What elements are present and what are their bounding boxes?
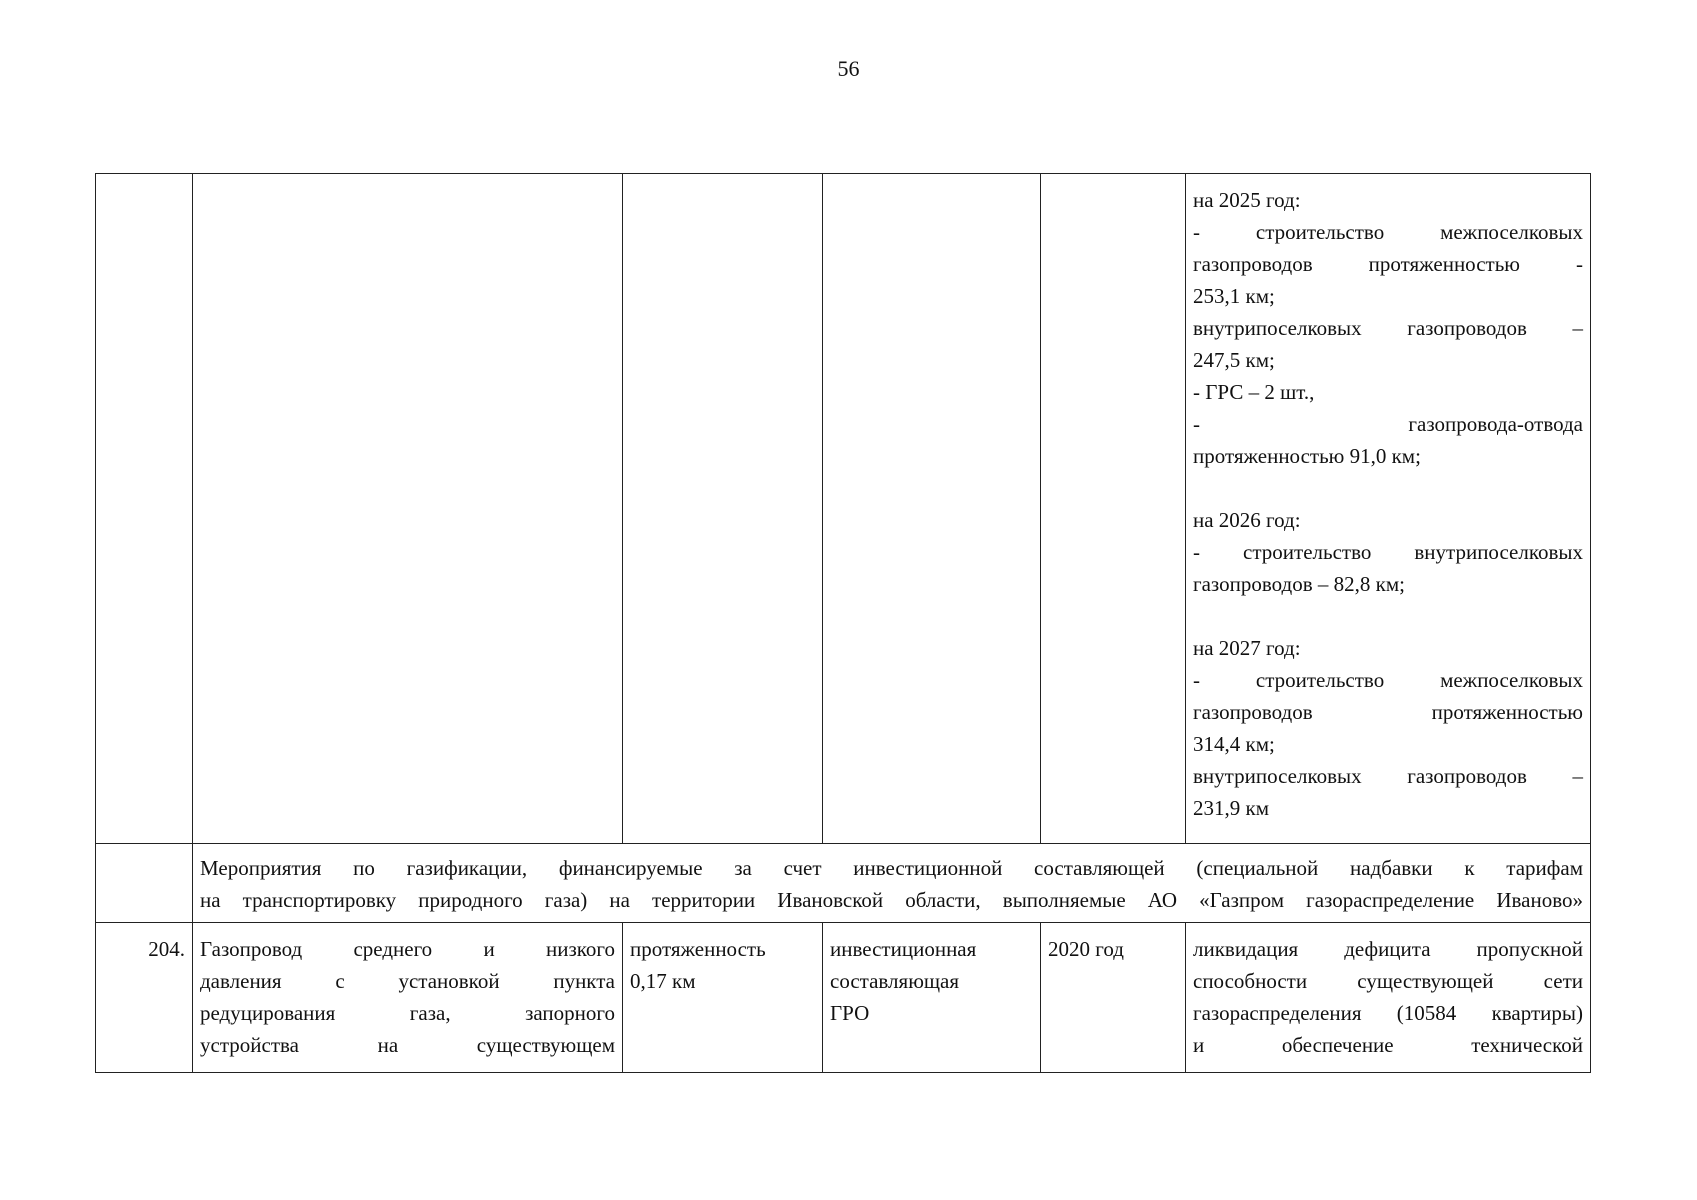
plan-2025-line: - газопровода-отвода (1193, 412, 1583, 436)
result-line: способности существующей сети (1193, 969, 1583, 993)
cell-number-empty (96, 844, 193, 923)
plan-2027-line: газопроводов протяженностью (1193, 700, 1583, 724)
cell-number-empty (96, 174, 193, 844)
page-number: 56 (837, 56, 860, 81)
cell-object-empty (193, 174, 623, 844)
plan-2027-line: 314,4 км; (1193, 732, 1275, 756)
plan-2027-heading: на 2027 год: (1193, 636, 1301, 660)
plan-2025-line: - строительство межпоселковых (1193, 220, 1583, 244)
cell-funding-source (823, 923, 1041, 1073)
continuation-row (96, 174, 1591, 844)
capacity-line: 0,17 км (630, 969, 696, 993)
cell-results-plan (1186, 174, 1591, 844)
plan-2025-line: 253,1 км; (1193, 284, 1275, 308)
section-heading-line: на транспортировку природного газа) на территории Ивановской области, выполняемые АО «Газпром газораспределение Иваново» (200, 888, 1583, 912)
cell-capacity (623, 923, 823, 1073)
plan-2027-line: внутрипоселковых газопроводов – (1193, 764, 1583, 788)
plan-2026-line: - строительство внутрипоселковых (1193, 540, 1583, 564)
plan-2025-line: протяженностью 91,0 км; (1193, 444, 1421, 468)
section-heading (193, 844, 1591, 923)
plan-2025-line: газопроводов протяженностью - (1193, 252, 1583, 276)
plan-2025-heading: на 2025 год: (1193, 188, 1301, 212)
period-text: 2020 год (1048, 937, 1124, 961)
cell-object (193, 923, 623, 1073)
section-heading-line: Мероприятия по газификации, финансируемые за счет инвестиционной составляющей (специальной надбавки к тарифам (200, 856, 1583, 880)
gasification-table (95, 173, 1591, 1073)
plan-2025-line: внутрипоселковых газопроводов – (1193, 316, 1583, 340)
result-line: и обеспечение технической (1193, 1033, 1583, 1057)
source-line: составляющая (830, 969, 960, 993)
cell-capacity-empty (623, 174, 823, 844)
cell-period (1041, 923, 1186, 1073)
plan-2025-line: - ГРС – 2 шт., (1193, 380, 1315, 404)
capacity-line: протяженность (630, 937, 766, 961)
row-number: 204. (96, 923, 193, 1073)
object-line: устройства на существующем (200, 1033, 615, 1057)
spacer (1193, 600, 1583, 632)
source-line: ГРО (830, 1001, 870, 1025)
plan-2026-line: газопроводов – 82,8 км; (1193, 572, 1405, 596)
result-line: газораспределения (10584 квартиры) (1193, 1001, 1583, 1025)
plan-2025-line: 247,5 км; (1193, 348, 1275, 372)
plan-2027-line: 231,9 км (1193, 796, 1269, 820)
cell-source-empty (823, 174, 1041, 844)
result-line: ликвидация дефицита пропускной (1193, 937, 1583, 961)
object-line: давления с установкой пункта (200, 969, 615, 993)
plan-2026-heading: на 2026 год: (1193, 508, 1301, 532)
cell-result (1186, 923, 1591, 1073)
table-row (96, 923, 1591, 1073)
object-line: Газопровод среднего и низкого (200, 937, 615, 961)
spacer (1193, 472, 1583, 504)
object-line: редуцирования газа, запорного (200, 1001, 615, 1025)
plan-2027-line: - строительство межпоселковых (1193, 668, 1583, 692)
source-line: инвестиционная (830, 937, 977, 961)
section-heading-row (96, 844, 1591, 923)
cell-period-empty (1041, 174, 1186, 844)
